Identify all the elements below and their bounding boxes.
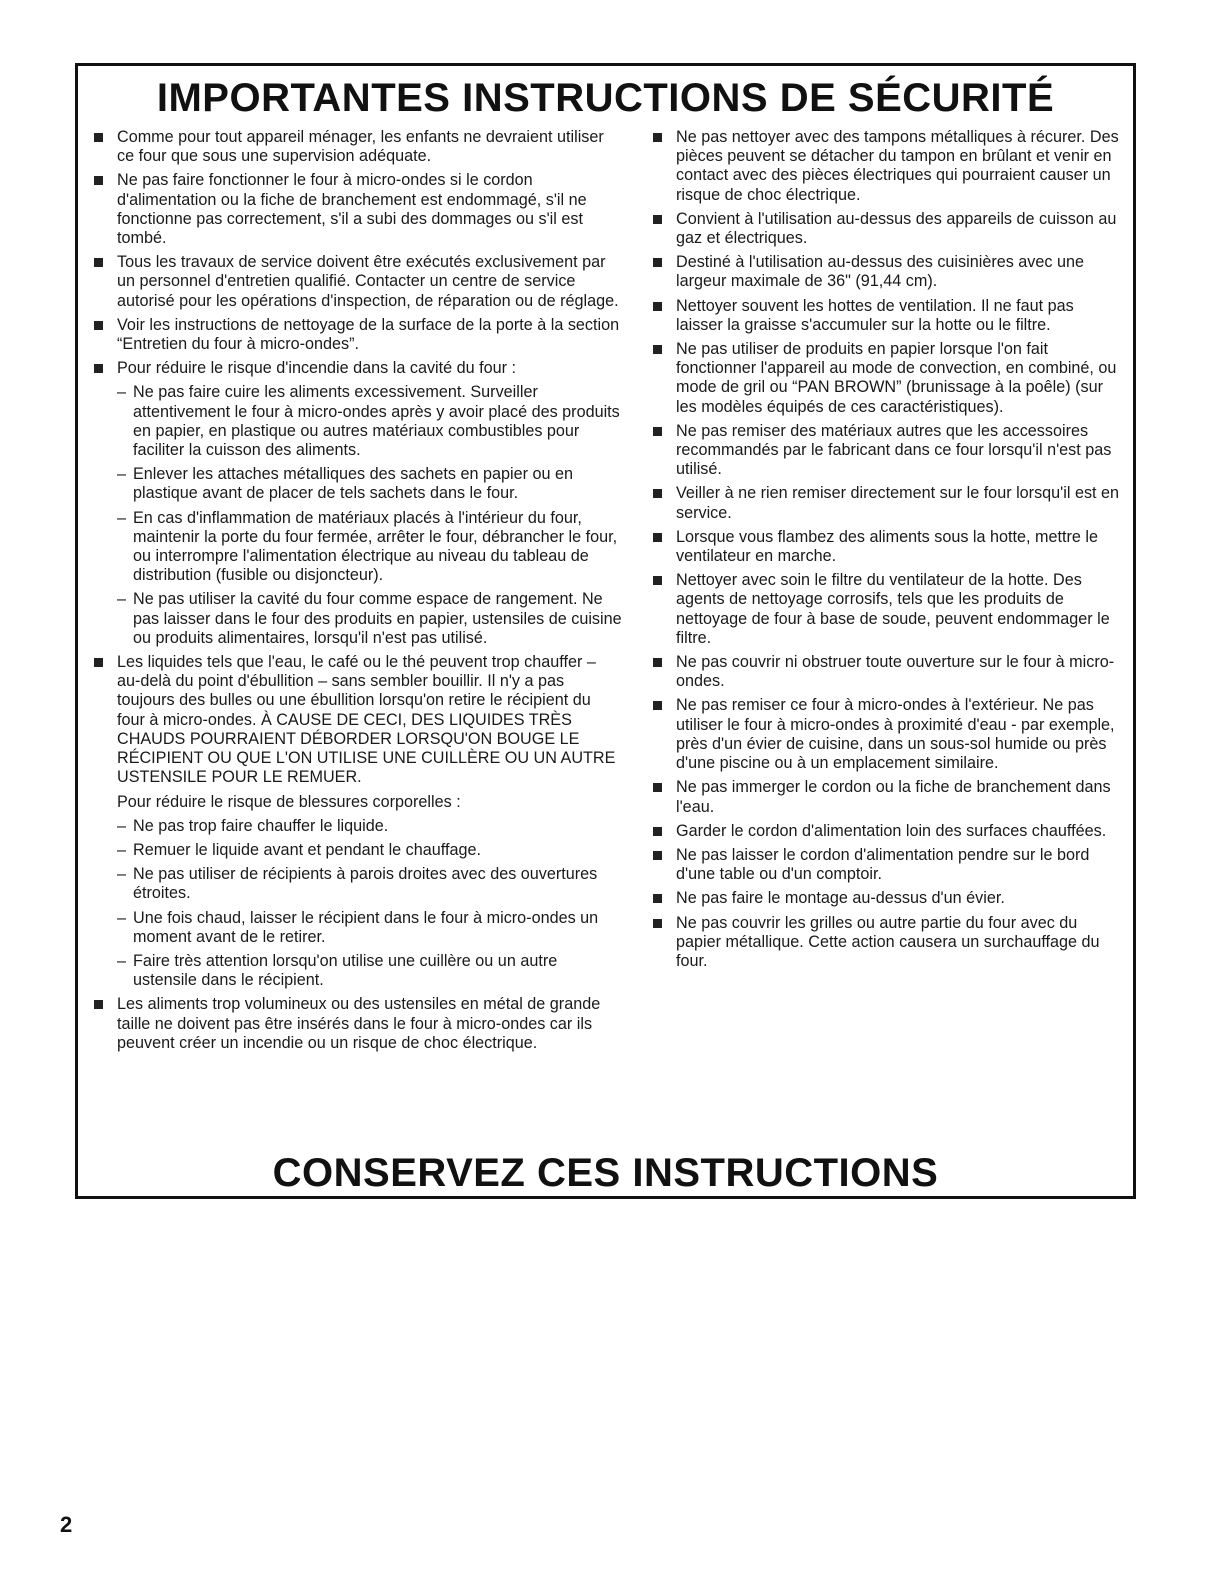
page-number: 2 (60, 1512, 73, 1537)
safety-subitem: – En cas d'inflammation de matériaux placés à l'intérieur du four, maintenir la porte du four fermée, arrêter le four, débrancher le four, ou interrompre l'alimentation électrique au niveau du tableau de distribution (fusible ou disjoncteur). (117, 509, 622, 586)
safety-item: Ne pas nettoyer avec des tampons métalliques à récurer. Des pièces peuvent se détacher du tampon en brûlant et venir en contact avec des pièces électriques qui pourraient causer un risque de choc électrique. (651, 128, 1123, 205)
safety-subitem: – Ne pas faire cuire les aliments excessivement. Surveiller attentivement le four à micro-ondes après y avoir placé des produits en papier, en plastique ou autres matériaux combustibles pour faciliter la cuisson des aliments. (117, 383, 622, 460)
left-column (92, 128, 622, 1058)
safety-subitem: – Enlever les attaches métalliques des sachets en papier ou en plastique avant de placer de tels sachets dans le four. (117, 465, 622, 503)
safety-item: Ne pas couvrir les grilles ou autre partie du four avec du papier métallique. Cette action causera un surchauffage du four. (651, 914, 1123, 972)
safety-paragraph: Pour réduire le risque de blessures corporelles : (117, 792, 461, 811)
safety-subitem: – Faire très attention lorsqu'on utilise une cuillère ou un autre ustensile dans le récipient. (117, 952, 622, 990)
safety-item: Ne pas faire fonctionner le four à micro-ondes si le cordon d'alimentation ou la fiche de branchement est endommagé, s'il ne fonctionne pas correctement, s'il a subi des dommages ou s'il est tombé. (92, 171, 622, 248)
safety-item: Lorsque vous flambez des aliments sous la hotte, mettre le ventilateur en marche. (651, 528, 1123, 566)
safety-subitem: – Ne pas utiliser de récipients à parois droites avec des ouvertures étroites. (117, 865, 622, 903)
safety-item: Tous les travaux de service doivent être exécutés exclusivement par un personnel d'entretien qualifié. Contacter un centre de service autorisé pour les opérations d'inspection, de réparation ou de réglage. (92, 253, 622, 311)
page-title: IMPORTANTES INSTRUCTIONS DE SÉCURITÉ (156, 76, 1055, 120)
safety-item: Garder le cordon d'alimentation loin des surfaces chauffées. (651, 822, 1123, 841)
save-instructions-footer: CONSERVEZ CES INSTRUCTIONS (272, 1151, 939, 1195)
safety-item: Ne pas remiser des matériaux autres que les accessoires recommandés par le fabricant dans ce four lorsqu'il n'est pas utilisé. (651, 422, 1123, 480)
safety-item: Ne pas utiliser de produits en papier lorsque l'on fait fonctionner l'appareil au mode de convection, en combiné, ou mode de gril ou “PAN BROWN” (brunissage à la poêle) (sur les modèles équipés de ces caractéristiques). (651, 340, 1123, 417)
safety-item: Veiller à ne rien remiser directement sur le four lorsqu'il est en service. (651, 484, 1123, 522)
safety-item: Destiné à l'utilisation au-dessus des cuisinières avec une largeur maximale de 36" (91,44 cm). (651, 253, 1123, 291)
safety-item: Les liquides tels que l'eau, le café ou le thé peuvent trop chauffer – au-delà du point d'ébullition – sans sembler bouillir. Il n'y a pas toujours des bulles ou une ébullition lorsqu'on retire le récipient du four à micro-ondes. À CAUSE DE CECI, DES LIQUIDES TRÈS CHAUDS POURRAIENT DÉBORDER LORSQU'ON BOUGE LE RÉCIPIENT OU QUE L'ON UTILISE UNE CUILLÈRE OU UN AUTRE USTENSILE POUR LE REMUER. (92, 653, 622, 787)
safety-subitem: – Une fois chaud, laisser le récipient dans le four à micro-ondes un moment avant de le retirer. (117, 909, 622, 947)
safety-instructions-box (75, 63, 1136, 1199)
safety-subitem: – Ne pas trop faire chauffer le liquide. (117, 817, 622, 836)
safety-item: Les aliments trop volumineux ou des ustensiles en métal de grande taille ne doivent pas être insérés dans le four à micro-ondes car ils peuvent créer un incendie ou un risque de choc électrique. (92, 995, 622, 1053)
safety-item: Ne pas immerger le cordon ou la fiche de branchement dans l'eau. (651, 778, 1123, 816)
safety-item: Ne pas remiser ce four à micro-ondes à l'extérieur. Ne pas utiliser le four à micro-ondes à proximité d'eau - par exemple, près d'un évier de cuisine, dans un sous-sol humide ou près d'une piscine ou à un emplacement similaire. (651, 696, 1123, 773)
safety-item: Ne pas faire le montage au-dessus d'un évier. (651, 889, 1123, 908)
right-column (651, 128, 1123, 976)
safety-subitem: – Ne pas utiliser la cavité du four comme espace de rangement. Ne pas laisser dans le four des produits en papier, ustensiles de cuisine ou produits alimentaires, lorsqu'il n'est pas utilisé. (117, 590, 622, 648)
safety-item: Nettoyer avec soin le filtre du ventilateur de la hotte. Des agents de nettoyage corrosifs, tels que les produits de nettoyage de four à base de soude, peuvent endommager le filtre. (651, 571, 1123, 648)
safety-item: Nettoyer souvent les hottes de ventilation. Il ne faut pas laisser la graisse s'accumuler sur la hotte ou le filtre. (651, 297, 1123, 335)
safety-item: Pour réduire le risque d'incendie dans la cavité du four : (92, 359, 622, 378)
safety-item: Comme pour tout appareil ménager, les enfants ne devraient utiliser ce four que sous une supervision adéquate. (92, 128, 622, 166)
safety-item: Ne pas laisser le cordon d'alimentation pendre sur le bord d'une table ou d'un comptoir. (651, 846, 1123, 884)
safety-item: Convient à l'utilisation au-dessus des appareils de cuisson au gaz et électriques. (651, 210, 1123, 248)
safety-item: Ne pas couvrir ni obstruer toute ouverture sur le four à micro-ondes. (651, 653, 1123, 691)
safety-subitem: – Remuer le liquide avant et pendant le chauffage. (117, 841, 622, 860)
safety-item: Voir les instructions de nettoyage de la surface de la porte à la section “Entretien du four à micro-ondes”. (92, 316, 622, 354)
